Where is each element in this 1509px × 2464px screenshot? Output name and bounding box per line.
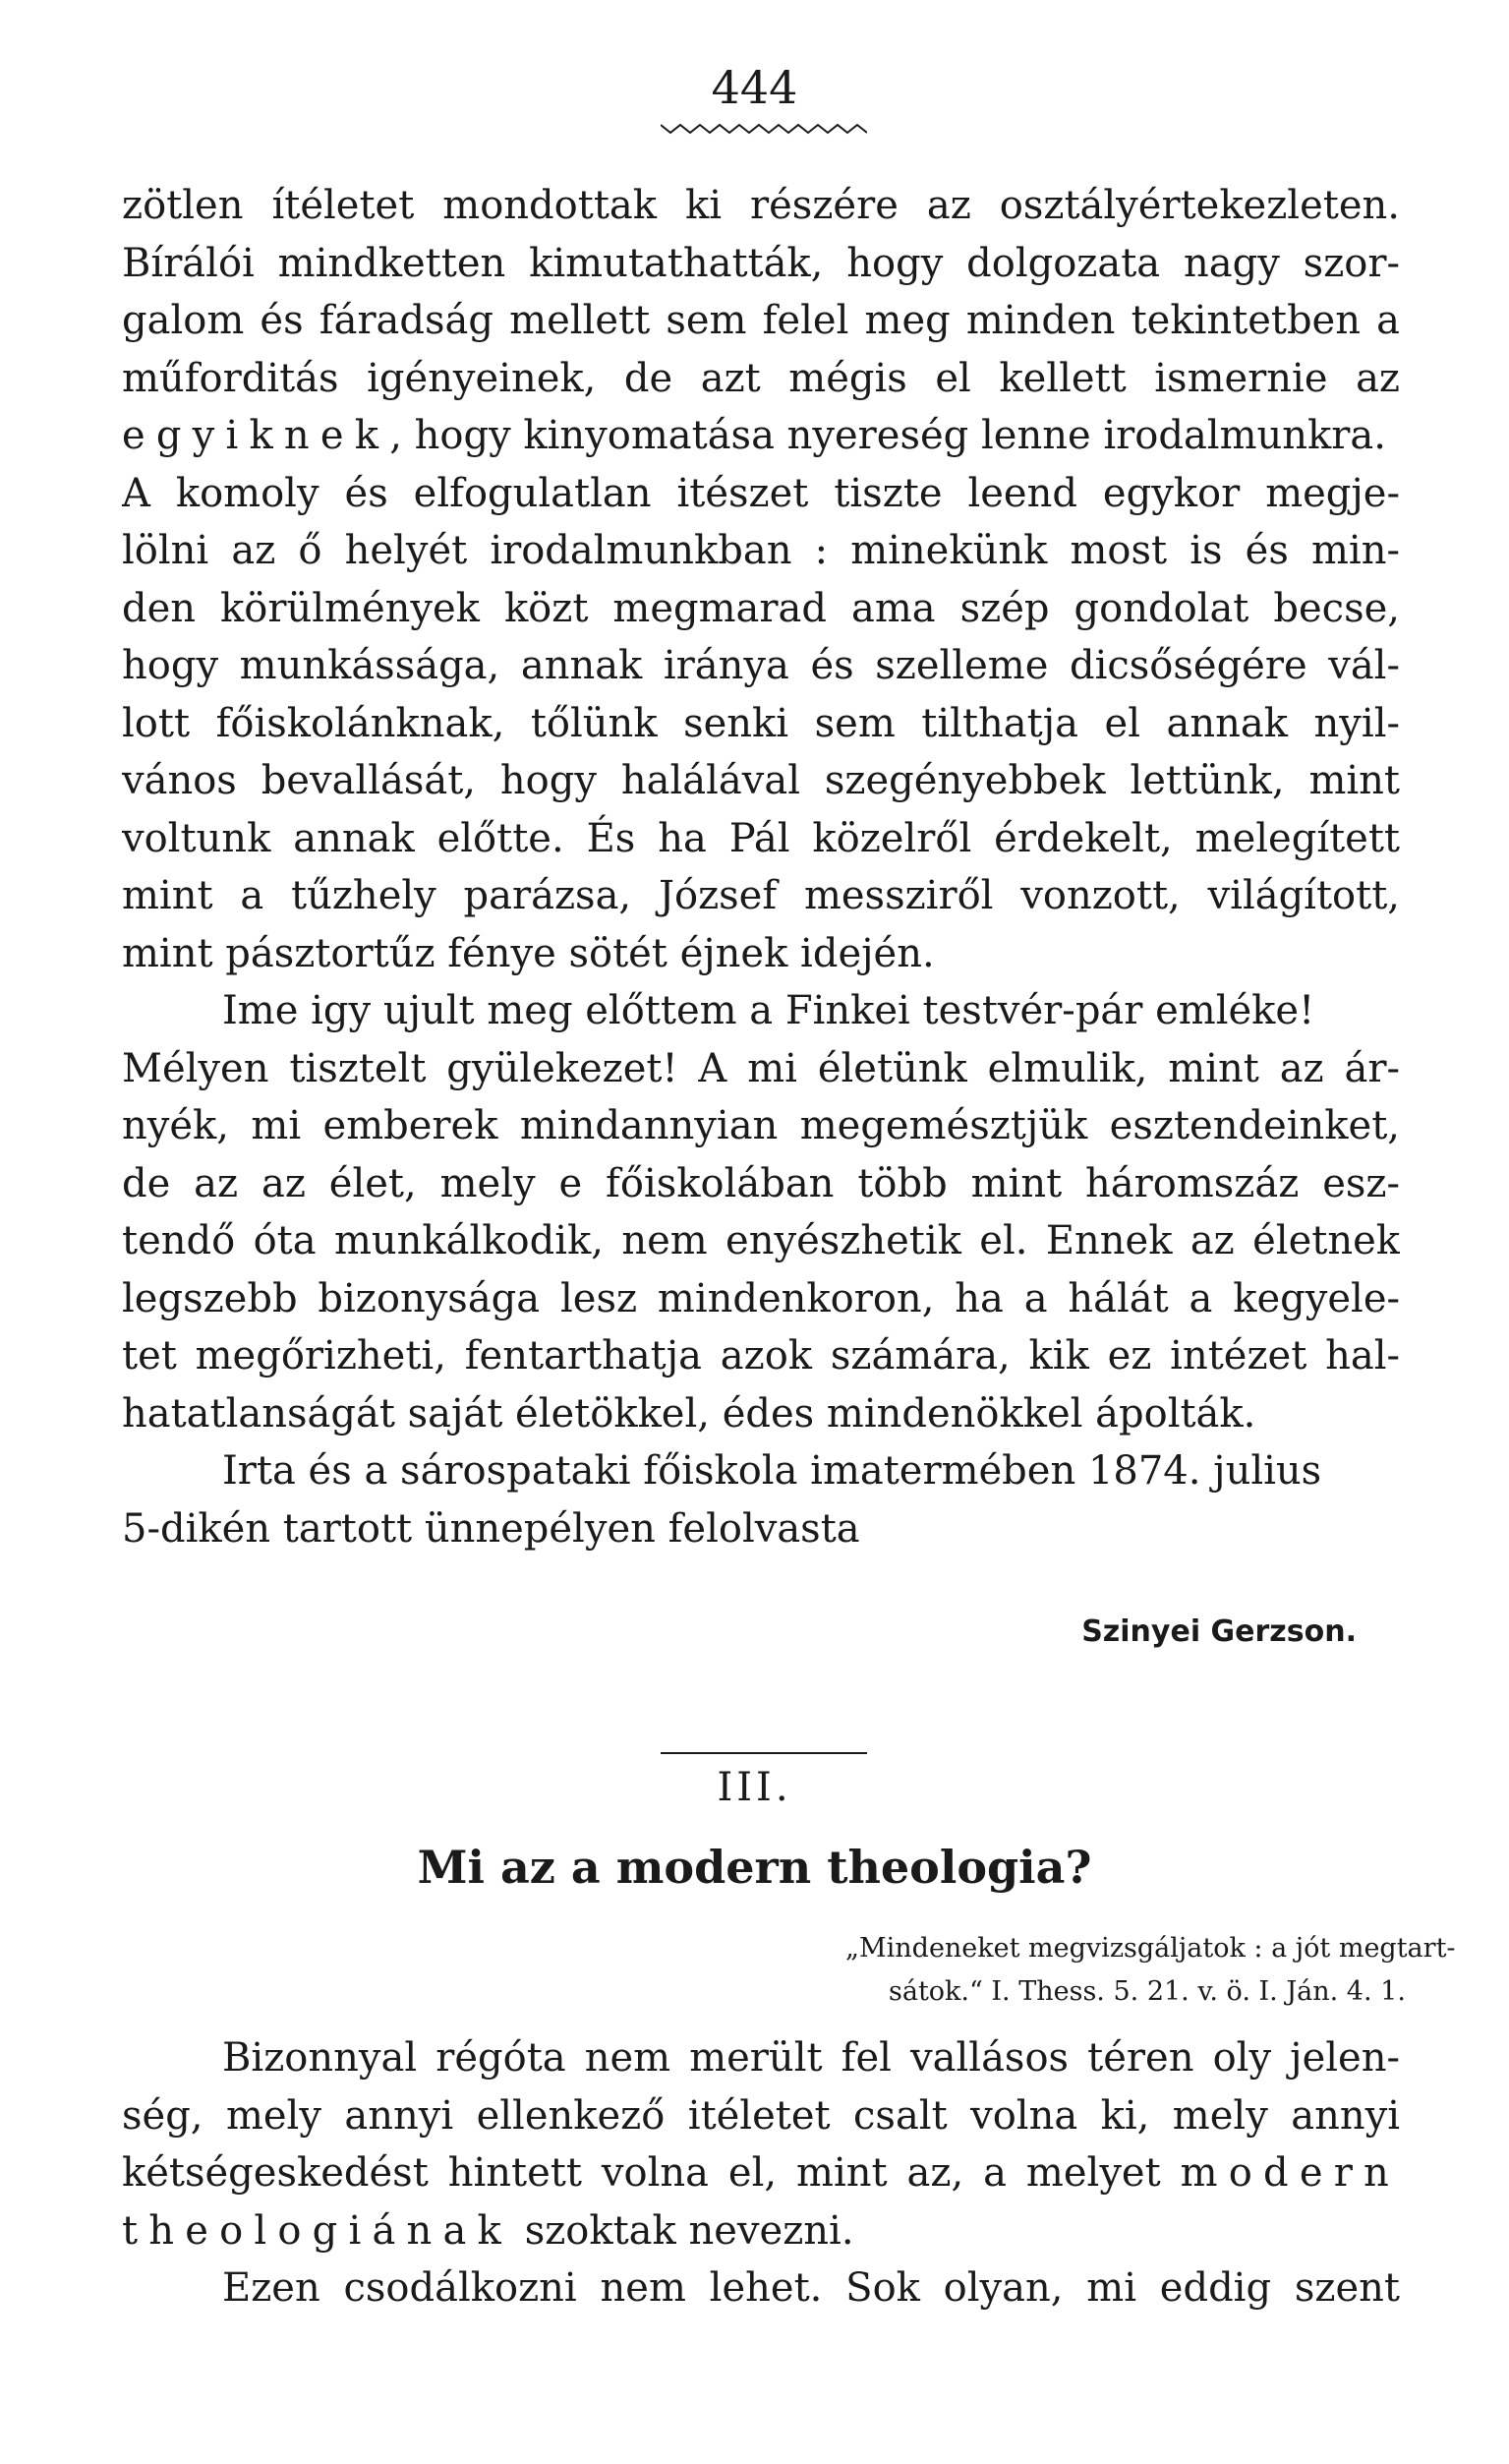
section-divider bbox=[661, 1752, 867, 1754]
text-line: hogy munkássága, annak iránya és szelleme dicsőségére vál- bbox=[122, 643, 1400, 688]
text-line: de az az élet, mely e főiskolában több mint háromszáz esz- bbox=[122, 1160, 1400, 1206]
text-line-rest: szoktak nevezni. bbox=[524, 2207, 854, 2254]
text-line: ség, mely annyi ellenkező itéletet csalt volna ki, mely annyi bbox=[122, 2092, 1400, 2139]
text-line bbox=[122, 407, 1400, 465]
spaced-emphasis: modern bbox=[1180, 2150, 1400, 2196]
text-line: den körülmények közt megmarad ama szép gondolat becse, bbox=[122, 585, 1400, 631]
text-line: Bizonnyal régóta nem merült fel vallásos téren oly jelen- bbox=[222, 2035, 1400, 2081]
spaced-emphasis: theologiának bbox=[122, 2207, 512, 2254]
text-line: 5-dikén tartott ünnepélyen felolvasta bbox=[122, 1505, 860, 1552]
text-line: nyék, mi emberek mindannyian megemésztjük esztendeinket, bbox=[122, 1103, 1400, 1148]
author-signature: Szinyei Gerzson. bbox=[1081, 1614, 1357, 1649]
text-line: tet megőrizheti, fentarthatja azok számára, kik ez intézet hal- bbox=[122, 1333, 1400, 1379]
text-line: A komoly és elfogulatlan itészet tiszte leend egykor megje- bbox=[122, 470, 1400, 516]
text-line: hatatlanságát saját életökkel, édes mindenökkel ápolták. bbox=[122, 1390, 1256, 1437]
spaced-emphasis: egyiknek bbox=[122, 413, 390, 458]
text-line bbox=[122, 2202, 1400, 2260]
text-line: műforditás igényeinek, de azt mégis el kellett ismernie az bbox=[122, 355, 1400, 401]
wavy-ornament-icon bbox=[661, 123, 867, 135]
section-title: Mi az a modern theologia? bbox=[417, 1841, 1092, 1894]
text-line: tendő óta munkálkodik, nem enyészhetik el. Ennek az életnek bbox=[122, 1218, 1400, 1263]
text-line: lott főiskolánknak, tőlünk senki sem tilthatja el annak nyil- bbox=[122, 700, 1400, 746]
text-line-start: kétségeskedést hintett volna el, mint az, a melyet bbox=[122, 2150, 1161, 2196]
page-number: 444 bbox=[711, 61, 798, 114]
text-line: zötlen ítéletet mondottak ki részére az osztályértekezleten. bbox=[122, 183, 1400, 228]
text-line: mint pásztortűz fénye sötét éjnek idején. bbox=[122, 930, 935, 976]
epigraph-line: sátok.“ I. Thess. 5. 21. v. ö. I. Ján. 4. 1. bbox=[889, 1976, 1406, 2007]
text-line: Ezen csodálkozni nem lehet. Sok olyan, mi eddig szent bbox=[222, 2265, 1400, 2311]
text-line: Irta és a sárospataki főiskola imatermében 1874. julius bbox=[222, 1448, 1322, 1494]
text-line-rest: , hogy kinyomatása nyereség lenne irodalmunkra. bbox=[389, 413, 1386, 458]
text-line: Bírálói mindketten kimutathatták, hogy dolgozata nagy szor- bbox=[122, 240, 1400, 286]
text-line: mint a tűzhely parázsa, József messziről vonzott, világított, bbox=[122, 873, 1400, 918]
text-line: legszebb bizonysága lesz mindenkoron, ha a hálát a kegyele- bbox=[122, 1275, 1400, 1321]
text-line: lölni az ő helyét irodalmunkban : minekünk most is és min- bbox=[122, 528, 1400, 573]
text-line: galom és fáradság mellett sem felel meg minden tekintetben a bbox=[122, 298, 1400, 343]
text-line: Ime igy ujult meg előttem a Finkei testvér-pár emléke! bbox=[222, 988, 1315, 1033]
bottom-text-block bbox=[122, 2029, 1400, 2317]
epigraph bbox=[845, 1927, 1456, 2014]
text-line: vános bevallását, hogy halálával szegényebbek lettünk, mint bbox=[122, 758, 1400, 803]
text-line: Mélyen tisztelt gyülekezet! A mi életünk elmulik, mint az ár- bbox=[122, 1045, 1400, 1091]
text-line: voltunk annak előtte. És ha Pál közelről érdekelt, melegített bbox=[122, 815, 1400, 861]
top-text-block bbox=[122, 177, 1400, 1557]
text-line bbox=[122, 2144, 1400, 2202]
epigraph-line: „Mindeneket megvizsgáljatok : a jót megtart- bbox=[845, 1933, 1456, 1964]
section-number: III. bbox=[717, 1765, 792, 1810]
